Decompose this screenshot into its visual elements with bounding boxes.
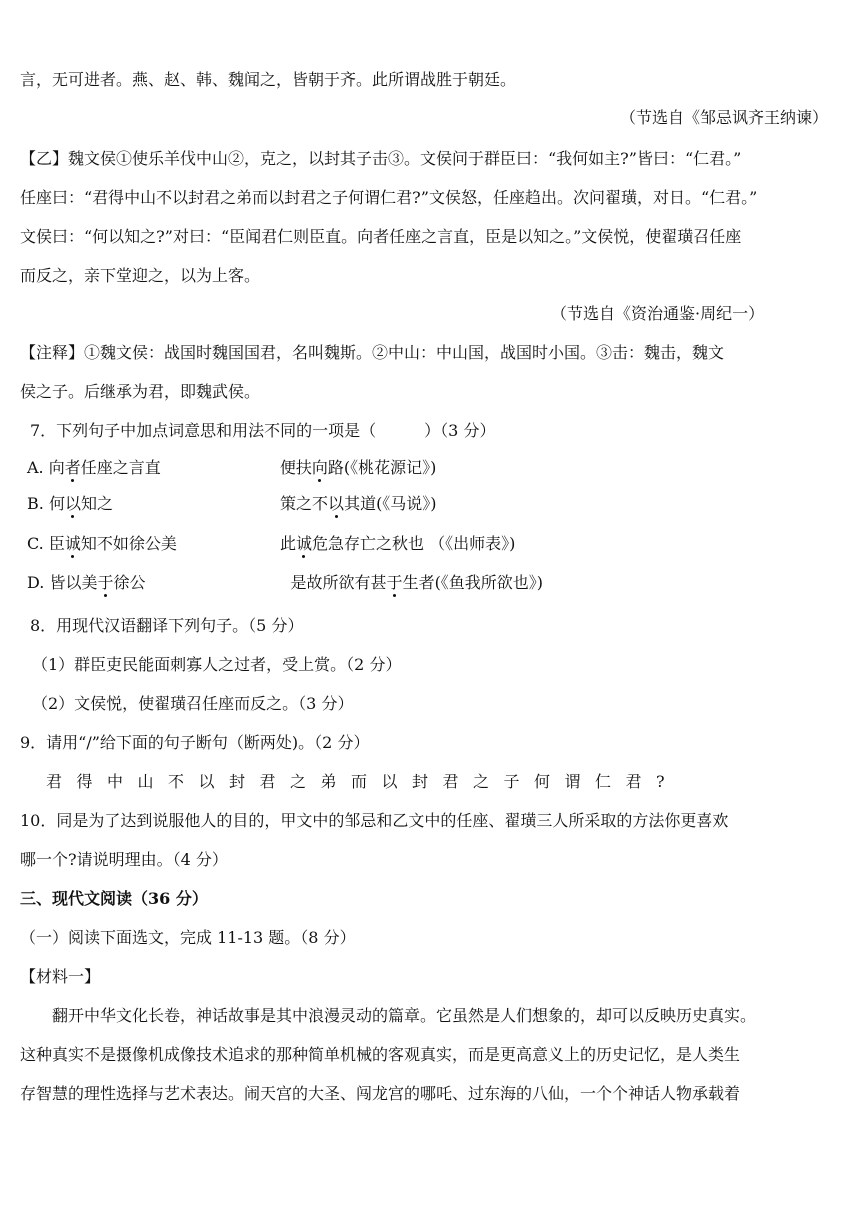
q10-line-2: 哪一个?请说明理由。（4 分）	[20, 850, 228, 869]
passage-b-line-3: 文侯曰：“何以知之?”对曰：“臣闻君仁则臣直。向者任座之言直，臣是以知之。”文侯悦，使翟璜召任座	[20, 227, 742, 246]
q9-stem: 9．请用“/”给下面的句子断句（断两处)。（2 分）	[20, 733, 370, 752]
option-right-text: 是故所欲有甚于生者(《鱼我所欲也》)	[290, 573, 544, 592]
q8-item-2: （2）文侯悦，使翟璜召任座而反之。（3 分）	[32, 694, 354, 713]
q10-line-1: 10．同是为了达到说服他人的目的，甲文中的邹忌和乙文中的任座、翟璜三人所采取的方法你更喜欢	[20, 811, 729, 830]
q7-option-d	[27, 571, 543, 595]
material-1-label: 【材料一】	[20, 967, 101, 986]
q9-sentence: 君得中山不以封君之弟而以封君之子何谓仁君?	[46, 772, 680, 791]
notes-line-2: 侯之子。后继承为君，即魏武侯。	[20, 382, 261, 401]
passage-a-tail: 言，无可进者。燕、赵、韩、魏闻之，皆朝于齐。此所谓战胜于朝廷。	[20, 70, 517, 89]
option-label: B.	[27, 494, 44, 513]
material-1-line-2: 这种真实不是摄像机成像技术追求的那种简单机械的客观真实，而是更高意义上的历史记忆，是人类生	[20, 1045, 741, 1064]
option-left-text: 臣诚知不如徐公美	[48, 534, 177, 553]
q7-option-c	[27, 532, 515, 556]
option-label: A.	[27, 458, 44, 477]
option-right-text: 此诚危急存亡之秋也 （《出师表》)	[279, 534, 516, 553]
passage-b-source: （节选自《资治通鉴·周纪一）	[551, 304, 765, 323]
option-left-text: 何以知之	[48, 494, 113, 513]
option-left-text: 皆以美于徐公	[49, 573, 146, 592]
passage-b-line-4: 而反之，亲下堂迎之，以为上客。	[20, 266, 261, 285]
option-label: C.	[27, 534, 44, 553]
section-3-subheading: （一）阅读下面选文，完成 11-13 题。（8 分）	[20, 928, 356, 947]
material-1-line-3: 存智慧的理性选择与艺术表达。闹天宫的大圣、闯龙宫的哪吒、过东海的八仙，一个个神话人物承载着	[20, 1084, 741, 1103]
notes-line-1: 【注释】①魏文侯：战国时魏国国君，名叫魏斯。②中山：中山国，战国时小国。③击：魏击，魏文	[20, 343, 725, 362]
section-3-heading: 三、现代文阅读（36 分）	[20, 889, 208, 908]
passage-b-line-2: 任座曰：“君得中山不以封君之弟而以封君之子何谓仁君?”文侯怒，任座趋出。次问翟璜，对日。“仁君。”	[20, 188, 758, 207]
option-right-text: 便扶向路(《桃花源记》)	[279, 458, 437, 477]
q7-option-a	[27, 456, 436, 480]
q8-stem: 8．用现代汉语翻译下列句子。（5 分）	[30, 616, 304, 635]
passage-a-source: （节选自《邹忌讽齐王纳谏）	[619, 108, 828, 127]
passage-b-line-1: 【乙】魏文侯①使乐羊伐中山②，克之，以封其子击③。文侯问于群臣曰：“我何如主?”皆曰：“仁君。”	[20, 149, 742, 168]
option-label: D.	[27, 573, 45, 592]
q7-stem: 7．下列句子中加点词意思和用法不同的一项是（ ）（3 分）	[30, 421, 496, 440]
option-right-text: 策之不以其道(《马说》)	[280, 494, 437, 513]
q8-item-1: （1）群臣吏民能面刺寡人之过者，受上赏。（2 分）	[32, 655, 402, 674]
material-1-line-1: 翻开中华文化长卷，神话故事是其中浪漫灵动的篇章。它虽然是人们想象的，却可以反映历史真实。	[52, 1006, 757, 1025]
q7-option-b	[27, 492, 437, 516]
option-left-text: 向者任座之言直	[48, 458, 161, 477]
